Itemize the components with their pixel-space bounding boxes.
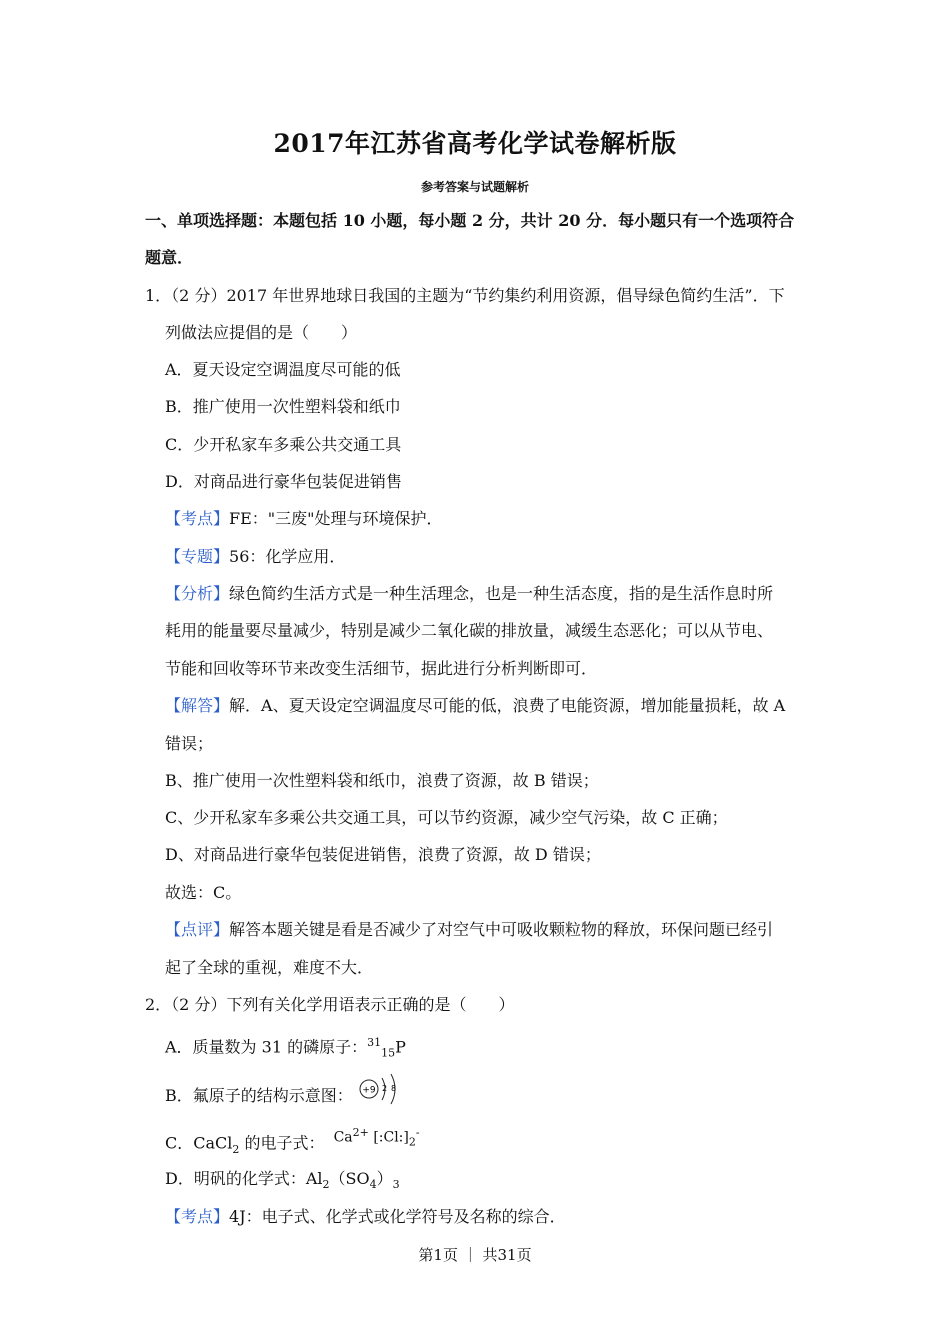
q1-fenxi	[165, 584, 773, 604]
q1-jieda	[165, 696, 785, 716]
q2-option-d	[165, 1169, 400, 1195]
q1-zhuanti	[165, 547, 345, 567]
page-title: 2017年江苏省高考化学试卷解析版	[273, 129, 677, 158]
formula-cl-charge: -	[415, 1126, 420, 1139]
q1-kaodian	[165, 509, 443, 529]
q2-option-a-symbol: P	[395, 1037, 406, 1057]
q2-option-c	[165, 1126, 420, 1160]
fluorine-atom-diagram	[358, 1072, 404, 1106]
q1-dianping-tag: 【点评】	[165, 920, 230, 939]
shell1-electrons: 2	[381, 1083, 387, 1093]
page-footer: 第1页 ｜ 共31页	[418, 1246, 532, 1264]
q1-option-a: A．夏天设定空调温度尽可能的低	[165, 360, 401, 379]
q1-fenxi-line2: 耗用的能量要尽量减少，特别是减少二氧化碳的排放量，减缓生态恶化；可以从节电、	[165, 621, 774, 640]
q1-fenxi-line1: 绿色简约生活方式是一种生活理念，也是一种生活态度，指的是生活作息时所	[229, 584, 774, 603]
q1-kaodian-text: FE："三废"处理与环境保护．	[229, 509, 443, 528]
q1-fenxi-tag: 【分析】	[165, 584, 230, 603]
q1-jieda-line1: 解．A、夏天设定空调温度尽可能的低，浪费了电能资源，增加能量损耗，故 A	[229, 696, 786, 715]
q2-kaodian	[165, 1207, 566, 1227]
shell2-electrons: 8	[390, 1083, 396, 1093]
q2-option-d-mid: （SO	[329, 1169, 370, 1188]
q1-jieda-tag: 【解答】	[165, 696, 230, 715]
q2-option-d-pre: D．明矾的化学式：Al	[165, 1169, 323, 1188]
q1-kaodian-tag: 【考点】	[165, 509, 230, 528]
q1-zhuanti-text: 56：化学应用．	[229, 547, 346, 566]
q2-option-a-text: A．质量数为 31 的磷原子：	[165, 1037, 368, 1057]
q1-dianping-line1: 解答本题关键是看是否减少了对空气中可吸收颗粒物的释放，环保问题已经引	[229, 920, 774, 939]
q2-kaodian-text: 4J：电子式、化学式或化学符号及名称的综合．	[229, 1207, 566, 1226]
q1-dianping-line2: 起了全球的重视，难度不大．	[165, 958, 374, 977]
q1-zhuanti-tag: 【专题】	[165, 547, 230, 566]
formula-ca: Ca	[333, 1129, 353, 1146]
q2-option-a-number: 15	[381, 1046, 396, 1060]
q2-stem: 2．（2 分）下列有关化学用语表示正确的是（ ）	[145, 995, 515, 1014]
q2-option-d-sub2: 4	[369, 1178, 377, 1192]
q2-option-a-mass: 31	[367, 1036, 382, 1049]
q2-option-b-text: B．氟原子的结构示意图：	[165, 1086, 353, 1105]
cacl2-electron-formula	[334, 1123, 420, 1152]
formula-cl: [:Cl:]	[373, 1129, 409, 1146]
q1-jieda-b: B、推广使用一次性塑料袋和纸巾，浪费了资源，故 B 错误；	[165, 771, 599, 790]
q2-option-c-post: 的电子式：	[239, 1133, 325, 1153]
page-subtitle: 参考答案与试题解析	[420, 180, 529, 194]
q1-jieda-answer: 故选：C。	[165, 883, 242, 902]
q2-kaodian-tag: 【考点】	[165, 1207, 230, 1226]
q2-option-d-close: ）	[376, 1169, 393, 1188]
q1-stem-line2: 列做法应提倡的是（ ）	[165, 323, 358, 342]
q1-option-d: D．对商品进行豪华包装促进销售	[165, 472, 402, 491]
q1-fenxi-line3: 节能和回收等环节来改变生活细节，据此进行分析判断即可．	[165, 659, 598, 678]
q1-stem-line1: 1．（2 分）2017 年世界地球日我国的主题为“节约集约利用资源，倡导绿色简约生活”．下	[145, 286, 785, 305]
q1-jieda-c: C、少开私家车多乘公共交通工具，可以节约资源，减少空气污染，故 C 正确；	[165, 808, 728, 827]
q2-option-c-pre: C．CaCl	[165, 1133, 233, 1153]
section-heading-line2: 题意．	[145, 248, 194, 267]
q1-jieda-line2: 错误；	[165, 734, 214, 753]
formula-ca-charge: 2+	[352, 1126, 369, 1139]
section-heading-line1: 一、单项选择题：本题包括 10 小题，每小题 2 分，共计 20 分．每小题只有一个选项符合	[145, 211, 795, 230]
q2-option-d-sub1: 2	[322, 1178, 330, 1192]
q2-option-c-sub: 2	[232, 1142, 240, 1156]
q1-option-c: C．少开私家车多乘公共交通工具	[165, 435, 402, 454]
formula-cl-count: 2	[408, 1135, 416, 1149]
q1-dianping	[165, 920, 773, 940]
q1-jieda-d: D、对商品进行豪华包装促进销售，浪费了资源，故 D 错误；	[165, 845, 601, 864]
q2-option-a	[165, 1033, 406, 1064]
q1-option-b: B．推广使用一次性塑料袋和纸巾	[165, 397, 401, 416]
q2-option-b	[165, 1083, 404, 1106]
nucleus-label: +9	[362, 1085, 376, 1095]
q2-option-d-sub3: 3	[392, 1178, 400, 1192]
